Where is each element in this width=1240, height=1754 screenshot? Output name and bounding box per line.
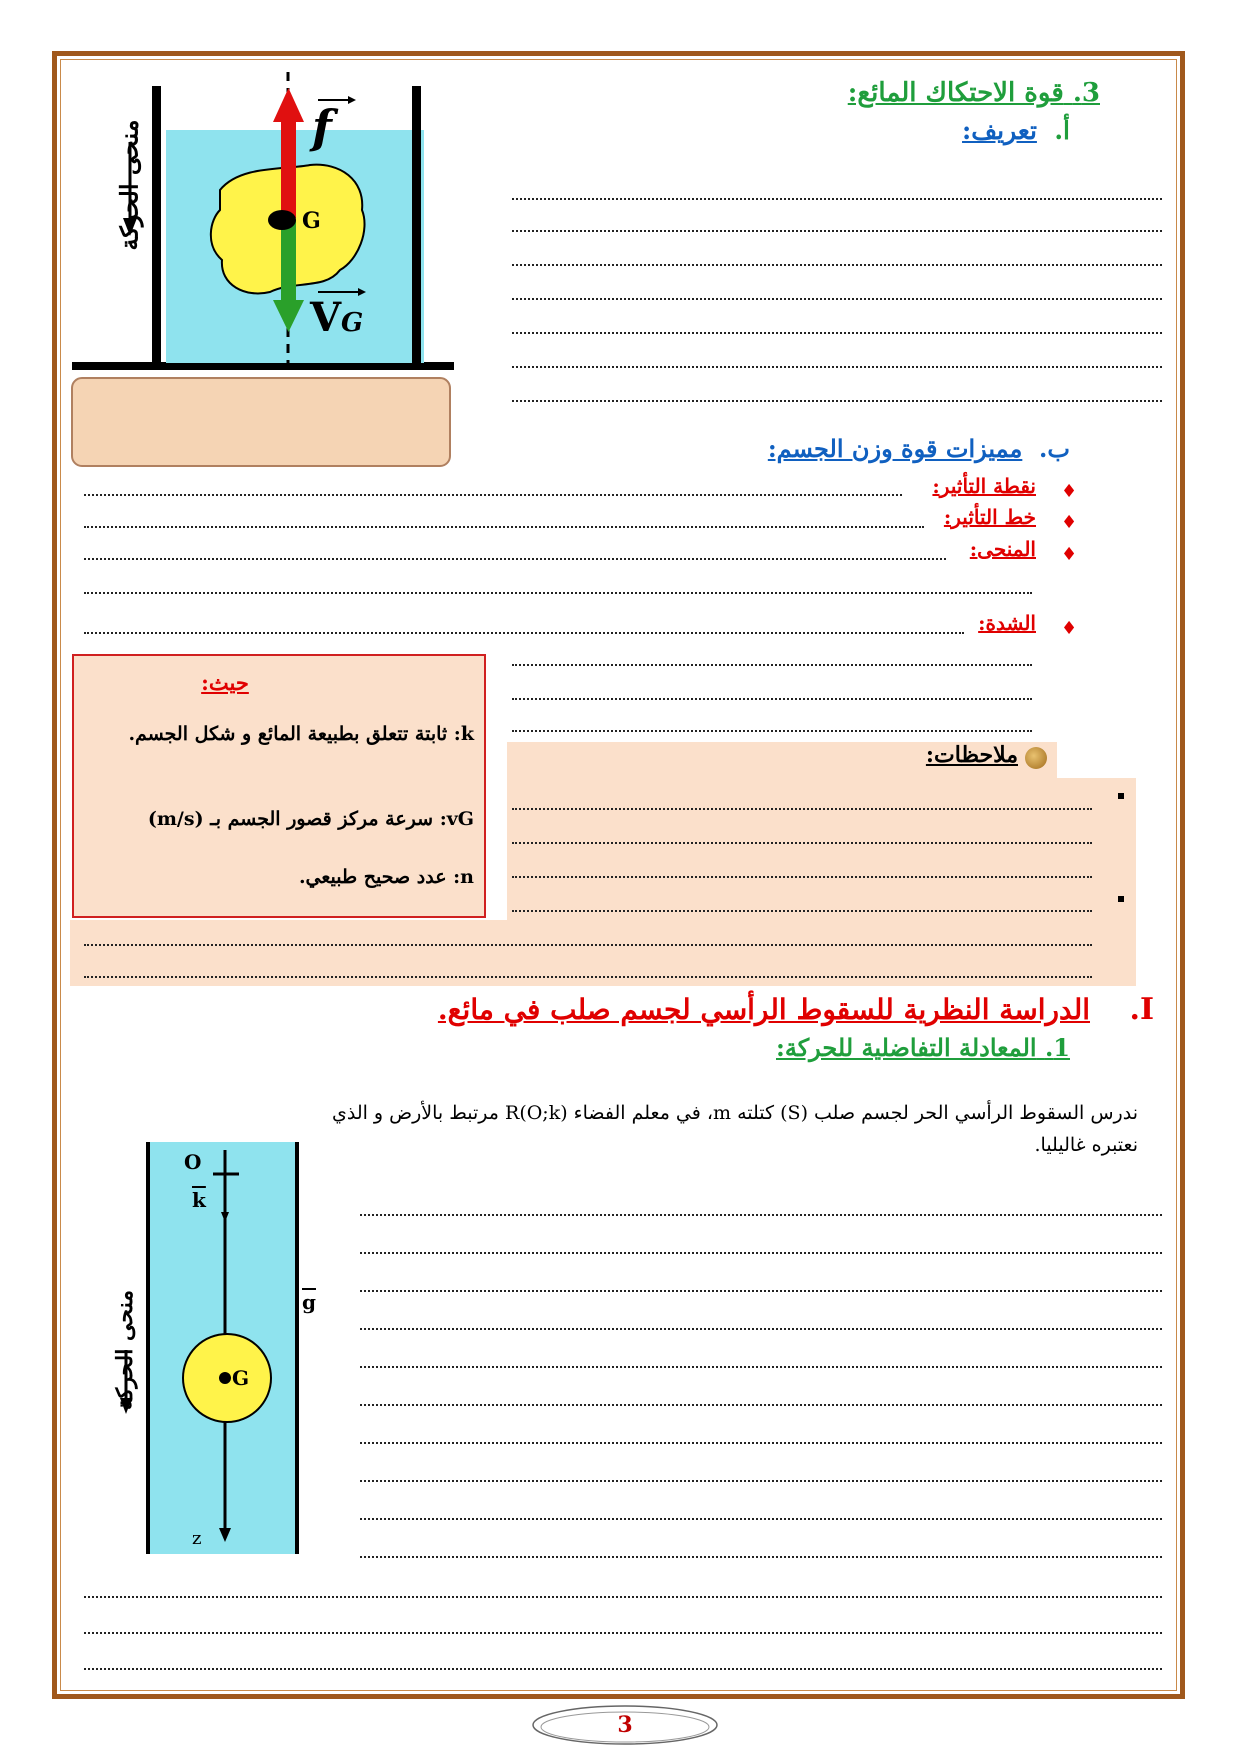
k-vector-label: $\overline{k}$ xyxy=(192,1188,206,1212)
part-one-numeral: I. xyxy=(1129,992,1154,1027)
answer-line[interactable] xyxy=(512,806,1092,810)
answer-line[interactable] xyxy=(84,492,902,496)
answer-line[interactable] xyxy=(512,228,1162,232)
figure-base xyxy=(72,378,450,466)
bullet-icon: ♦ xyxy=(1061,512,1078,533)
notes-background xyxy=(507,778,1136,920)
origin-label: O xyxy=(184,1150,202,1174)
answer-line[interactable] xyxy=(84,1666,1162,1670)
answer-line[interactable] xyxy=(360,1250,1162,1254)
answer-line[interactable] xyxy=(512,296,1162,300)
bullet-icon: ♦ xyxy=(1061,618,1078,639)
page-number: 3 xyxy=(617,1712,633,1738)
characteristics-subtitle: ب. مميزات قوة وزن الجسم: xyxy=(767,434,1070,463)
answer-line[interactable] xyxy=(84,1630,1162,1634)
answer-line[interactable] xyxy=(84,630,964,634)
answer-line[interactable] xyxy=(512,330,1162,334)
answer-line[interactable] xyxy=(512,398,1162,402)
answer-line[interactable] xyxy=(512,662,1032,666)
answer-line[interactable] xyxy=(360,1326,1162,1330)
sphere-center-label: G xyxy=(232,1366,250,1390)
definitions-box xyxy=(72,654,486,918)
friction-arrow xyxy=(273,88,304,122)
answer-line[interactable] xyxy=(360,1212,1162,1216)
answer-line[interactable] xyxy=(360,1478,1162,1482)
k-definition: k: ثابتة تتعلق بطبيعة المائع و شكل الجسم. xyxy=(128,723,474,745)
center-g-label: G xyxy=(302,208,321,234)
characteristic-label: الشدة: xyxy=(978,611,1036,635)
answer-line[interactable] xyxy=(84,1594,1162,1598)
answer-line[interactable] xyxy=(360,1288,1162,1292)
answer-line[interactable] xyxy=(512,840,1092,844)
friction-label: f xyxy=(312,100,332,154)
intro-text-line1: ندرس السقوط الرأسي الحر لجسم صلب (S) كتلته m، في معلم الفضاء R(O;k) مرتبط بالأرض و الذي xyxy=(331,1102,1138,1124)
velocity-label: VG xyxy=(310,294,364,341)
answer-line[interactable] xyxy=(512,364,1162,368)
answer-line[interactable] xyxy=(84,590,1032,594)
answer-line[interactable] xyxy=(84,974,1092,978)
answer-line[interactable] xyxy=(512,262,1162,266)
bullet-square-icon xyxy=(1118,793,1124,799)
characteristic-label: نقطة التأثير: xyxy=(932,474,1036,498)
answer-line[interactable] xyxy=(360,1554,1162,1558)
bullet-icon: ♦ xyxy=(1061,481,1078,502)
bullet-square-icon xyxy=(1118,896,1124,902)
characteristic-label: المنحى: xyxy=(969,537,1036,561)
answer-line[interactable] xyxy=(512,728,1032,732)
intro-text-line2: نعتبره غاليليا. xyxy=(1034,1134,1138,1156)
differential-equation-title: 1. المعادلة التفاضلية للحركة: xyxy=(776,1033,1070,1062)
bullet-icon: ♦ xyxy=(1061,544,1078,565)
answer-line[interactable] xyxy=(360,1364,1162,1368)
answer-line[interactable] xyxy=(84,524,924,528)
motion-direction-label-2: منحى الحركة xyxy=(112,1290,138,1411)
section3-title: 3. قوة الاحتكاك المائع: xyxy=(847,78,1100,108)
where-title: حيث: xyxy=(201,670,249,695)
answer-line[interactable] xyxy=(512,696,1032,700)
answer-line[interactable] xyxy=(360,1516,1162,1520)
answer-line[interactable] xyxy=(512,196,1162,200)
definition-subtitle: أ. تعريف: xyxy=(962,116,1070,145)
n-definition: n: عدد صحيح طبيعي. xyxy=(298,866,474,888)
answer-line[interactable] xyxy=(84,942,1092,946)
characteristic-label: خط التأثير: xyxy=(943,505,1036,529)
answer-line[interactable] xyxy=(360,1402,1162,1406)
motion-direction-label-1: منحى الحركة xyxy=(114,119,144,251)
g-vector-label: $\overline{g}$ xyxy=(302,1290,316,1314)
notes-title: ملاحظات: xyxy=(925,742,1018,768)
v-definition: vG: سرعة مركز قصور الجسم بـ (m/s) xyxy=(147,808,474,830)
note-coin-icon xyxy=(1025,747,1047,769)
answer-line[interactable] xyxy=(512,874,1092,878)
z-axis-label: z xyxy=(192,1528,202,1549)
part-one-title: الدراسة النظرية للسقوط الرأسي لجسم صلب في مائع. xyxy=(437,993,1090,1026)
answer-line[interactable] xyxy=(512,908,1092,912)
answer-line[interactable] xyxy=(360,1440,1162,1444)
answer-line[interactable] xyxy=(84,556,946,560)
